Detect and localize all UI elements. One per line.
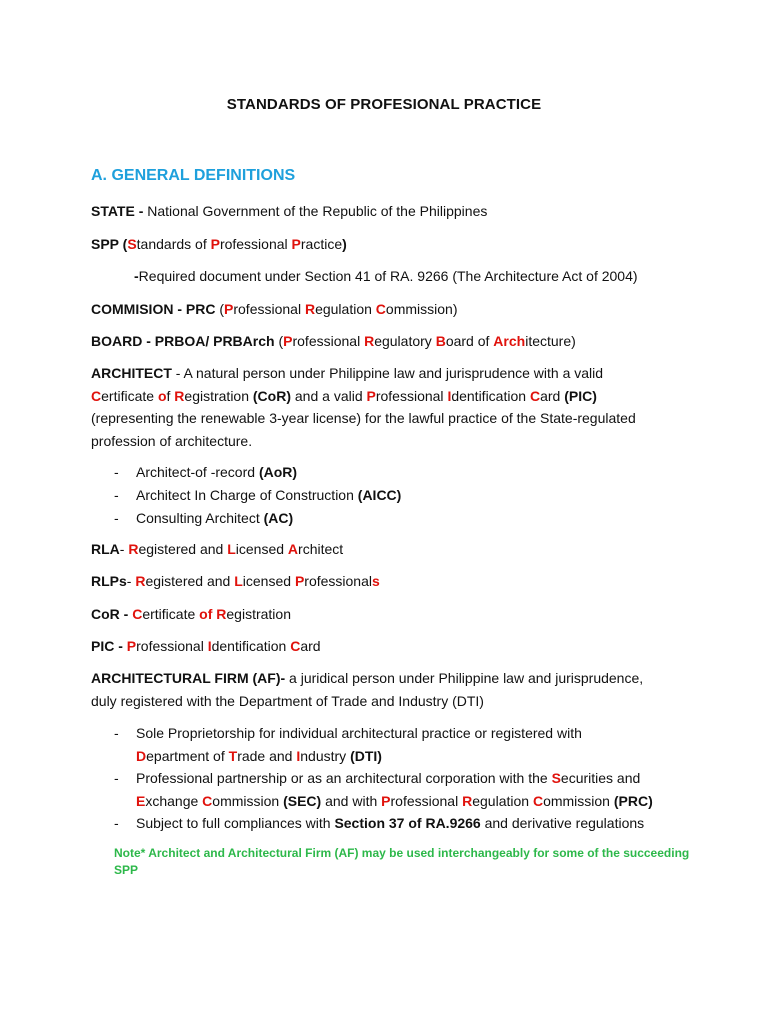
definition-text: icensed <box>235 541 288 557</box>
bullet-dash: - <box>114 815 119 831</box>
note <box>114 845 714 879</box>
definition-text: National Government of the Republic of the Philippines <box>147 203 488 219</box>
initial-letter: s <box>371 573 380 589</box>
term-rlps: RLPs <box>91 573 127 589</box>
list-item-text: ommission <box>212 792 284 809</box>
term-rla: RLA <box>91 541 120 557</box>
list-item-text: and with <box>321 792 382 809</box>
note-text: SPP <box>114 863 139 877</box>
list-item-text: ecurities and <box>560 770 641 786</box>
term-state: STATE - <box>91 203 148 219</box>
initial-letter: R <box>135 573 146 589</box>
initial-letter: P <box>283 333 293 349</box>
list-item-text: Subject to full compliances with <box>136 815 335 831</box>
initial-letter: T <box>228 747 238 764</box>
initial-letter: D <box>136 747 147 764</box>
initial-letter: C <box>290 638 301 654</box>
definition-text: profession of architecture. <box>91 432 253 449</box>
initial-letter: P <box>126 638 137 654</box>
initial-letter: P <box>291 236 301 252</box>
definition-text: ertificate <box>101 387 158 404</box>
definition-text: ractice <box>300 236 343 252</box>
definition-text: egistered and <box>138 541 228 557</box>
sub-dash: - <box>134 268 139 284</box>
definition-text: rofessional <box>375 387 448 404</box>
abbr-pic: (PIC) <box>564 387 597 404</box>
definition-text: - A natural person under Philippine law and jurisprudence with a valid <box>171 365 604 381</box>
list-item-abbr: (DTI) <box>350 747 382 764</box>
initial-letter: P <box>381 792 391 809</box>
definition-text: duly registered with the Department of Trade and Industry (DTI) <box>91 692 484 709</box>
initial-letter: C <box>91 387 102 404</box>
initial-letter: o <box>157 387 167 404</box>
definition-rla <box>91 538 681 561</box>
separator: - <box>119 541 129 557</box>
initial-letter: of <box>199 606 213 622</box>
definition-text: egistration <box>184 387 253 404</box>
definition-text: egulatory <box>374 333 436 349</box>
definition-text: f <box>166 387 175 404</box>
list-item-abbr: (SEC) <box>283 792 322 809</box>
list-item-text: Architect In Charge of Construction <box>136 487 358 503</box>
initial-letter: C <box>529 387 541 404</box>
initial-letter: S <box>551 770 561 786</box>
initial-letter: C <box>132 606 143 622</box>
definition-text: egistration <box>226 606 291 622</box>
separator: - <box>126 573 136 589</box>
term-board: BOARD - PRBOA/ PRBArch <box>91 333 275 349</box>
definition-text: tandards of <box>136 236 211 252</box>
initial-letter: I <box>447 387 452 404</box>
initial-letter: R <box>364 333 375 349</box>
list-item-abbr: (AoR) <box>258 464 298 480</box>
initial-letter: S <box>127 236 137 252</box>
definition-text: rofessional <box>233 301 305 317</box>
definition-board <box>91 330 681 353</box>
initial-letter: B <box>435 333 446 349</box>
list-item-text: rofessional <box>390 792 463 809</box>
definition-text: rofessional <box>292 333 365 349</box>
initial-letter: R <box>216 606 227 622</box>
initial-letter: A <box>287 541 299 557</box>
term-spp: SPP ( <box>91 236 128 252</box>
definition-text: egulation <box>315 301 376 317</box>
definition-text: rchitect <box>298 541 344 557</box>
initial-letter: R <box>304 301 316 317</box>
initial-letter: R <box>174 387 185 404</box>
list-item-text: egulation <box>472 792 533 809</box>
definition-text: rofessional <box>136 638 208 654</box>
note-text: Note* Architect and Architectural Firm (AF) may be used interchangeably for some of the succeeding <box>114 846 690 860</box>
definition-architectural-firm <box>91 667 681 712</box>
list-item-text: Sole Proprietorship for individual architectural practice or registered with <box>136 725 582 741</box>
definition-rlps <box>91 570 681 593</box>
abbr-cor: (CoR) <box>252 387 291 404</box>
list-item-emphasis: Section 37 of RA.9266 <box>334 815 481 831</box>
definition-text: ommission) <box>385 301 458 317</box>
initial-letter: I <box>207 638 212 654</box>
initial-letter: C <box>202 792 213 809</box>
term-commission: COMMISION - PRC <box>91 301 216 317</box>
term-architect: ARCHITECT <box>91 365 172 381</box>
bullet-dash: - <box>114 487 119 503</box>
definition-text: (representing the renewable 3-year license) for the lawful practice of the State-regulated <box>91 410 636 426</box>
list-item-text: ommission <box>543 792 614 809</box>
definition-text: ard <box>540 387 565 404</box>
definition-text: itecture) <box>525 333 576 349</box>
list-item-text: epartment of <box>146 747 229 764</box>
definition-spp <box>91 233 681 256</box>
definition-text: egistered and <box>145 573 235 589</box>
initial-letter: I <box>296 747 301 764</box>
definition-text: Required document under Section 41 of RA. 9266 (The Architecture Act of 2004) <box>138 268 638 284</box>
open-paren: ( <box>215 301 225 317</box>
list-item-text: ndustry <box>300 747 351 764</box>
initial-letter: P <box>210 236 220 252</box>
initial-letter: C <box>375 301 386 317</box>
definition-text: dentification <box>211 638 291 654</box>
definition-text: rofessional <box>304 573 372 589</box>
definition-text: icensed <box>242 573 295 589</box>
list-item-text: Architect-of -record <box>136 464 259 480</box>
bullet-dash: - <box>114 510 119 526</box>
initial-letter: P <box>224 301 234 317</box>
definition-text: oard of <box>445 333 494 349</box>
initial-letter: R <box>128 541 139 557</box>
list-item-text: xchange <box>145 792 203 809</box>
bullet-dash: - <box>114 725 119 741</box>
list-item-abbr: (PRC) <box>613 792 653 809</box>
list-item-text: Consulting Architect <box>136 510 264 526</box>
term-pic: PIC - <box>91 638 127 654</box>
bullet-dash: - <box>114 464 119 480</box>
definition-text: ertificate <box>142 606 200 622</box>
closing-paren: ) <box>342 236 347 252</box>
initial-letter: L <box>227 541 236 557</box>
initial-letter: P <box>366 387 376 404</box>
definition-cor <box>91 603 681 626</box>
list-item-text: and derivative regulations <box>480 815 645 831</box>
list-item-text: Professional partnership or as an architectural corporation with the <box>136 770 552 786</box>
list-item-abbr: (AC) <box>263 510 294 526</box>
definition-text: a juridical person under Philippine law and jurisprudence, <box>285 670 644 686</box>
list-item-text: rade and <box>237 747 297 764</box>
list-item-abbr: (AICC) <box>357 487 402 503</box>
definition-pic <box>91 635 681 658</box>
term-cor: CoR - <box>91 606 133 622</box>
initial-letter: L <box>234 573 243 589</box>
initial-letter: C <box>532 792 544 809</box>
definition-text: and a valid <box>291 387 367 404</box>
open-paren: ( <box>274 333 284 349</box>
section-heading: A. GENERAL DEFINITIONS <box>91 167 296 184</box>
bullet-dash: - <box>114 770 119 786</box>
definition-state <box>91 200 681 223</box>
term-firm: ARCHITECTURAL FIRM (AF)- <box>91 670 286 686</box>
initial-letter: E <box>136 792 146 809</box>
definition-text: rofessional <box>219 236 292 252</box>
definition-commission <box>91 298 681 321</box>
definition-text: ard <box>300 638 321 654</box>
initial-letter: R <box>462 792 473 809</box>
initial-letter: Arch <box>493 333 526 349</box>
page-title: STANDARDS OF PROFESIONAL PRACTICE <box>226 96 542 113</box>
initial-letter: P <box>294 573 305 589</box>
spp-subnote <box>134 265 724 288</box>
definition-text: dentification <box>451 387 530 404</box>
definition-architect <box>91 362 681 452</box>
